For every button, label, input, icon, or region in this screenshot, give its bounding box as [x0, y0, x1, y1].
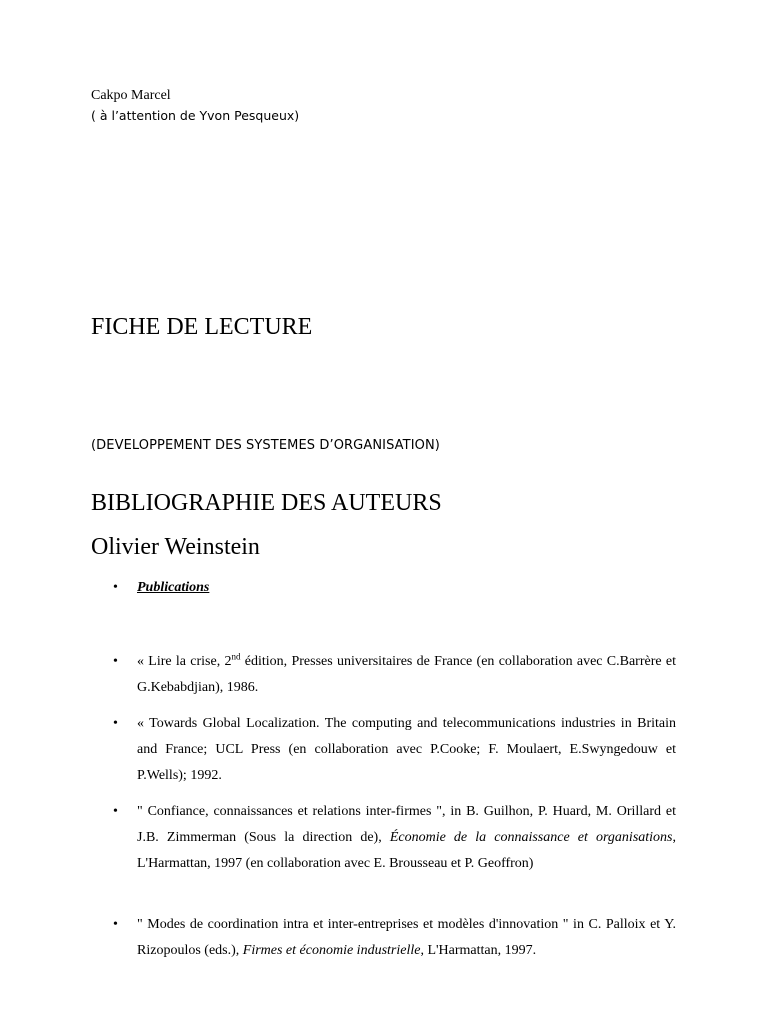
document-title: FICHE DE LECTURE: [91, 314, 313, 340]
document-subtitle: (DEVELOPPEMENT DES SYSTEMES D’ORGANISATION): [91, 438, 440, 453]
bullet-icon: •: [113, 917, 118, 932]
publication-item: [113, 649, 676, 701]
publication-text: , L'Harmattan, 1997 (en collaboration avec E. Brousseau et P. Geoffron): [137, 830, 676, 871]
author-heading: Olivier Weinstein: [91, 534, 260, 560]
publication-item: [113, 799, 676, 877]
publication-item: [113, 912, 676, 964]
publication-item: [113, 711, 676, 789]
bullet-icon: •: [113, 654, 118, 669]
publication-text: « Lire la crise, 2: [137, 654, 232, 669]
bullet-icon: •: [113, 580, 118, 595]
publications-label-item: [113, 575, 676, 601]
publication-text: , L'Harmattan, 1997.: [420, 943, 537, 958]
section-heading: BIBLIOGRAPHIE DES AUTEURS: [91, 490, 442, 516]
publication-text: édition, Presses universitaires de France (en collaboration avec C.Barrère et G.Kebabdjian), 1986.: [137, 654, 676, 695]
bullet-icon: •: [113, 716, 118, 731]
author-name: Cakpo Marcel: [91, 88, 171, 103]
publication-text: « Towards Global Localization. The computing and telecommunications industries in Britain and France; UCL Press (en collaboration avec P.Cooke; F. Moulaert, E.Swyngedouw et P.Wells); 1992.: [137, 716, 676, 783]
attention-line: ( à l’attention de Yvon Pesqueux): [91, 108, 300, 123]
publication-text: " Confiance, connaissances et relations inter-firmes ", in B. Guilhon, P. Huard, M. Orillard et J.B. Zimmerman (Sous la direction de),: [137, 804, 676, 845]
publication-text: " Modes de coordination intra et inter-entreprises et modèles d'innovation " in C. Palloix et Y. Rizopoulos (eds.),: [137, 917, 676, 958]
bullet-icon: •: [113, 804, 118, 819]
publication-book-title: Firmes et économie industrielle: [242, 943, 421, 958]
publication-book-title: Économie de la connaissance et organisations: [389, 830, 673, 845]
publications-label: Publications: [137, 580, 210, 595]
ordinal-superscript: nd: [231, 651, 241, 662]
author-block: [91, 86, 299, 126]
